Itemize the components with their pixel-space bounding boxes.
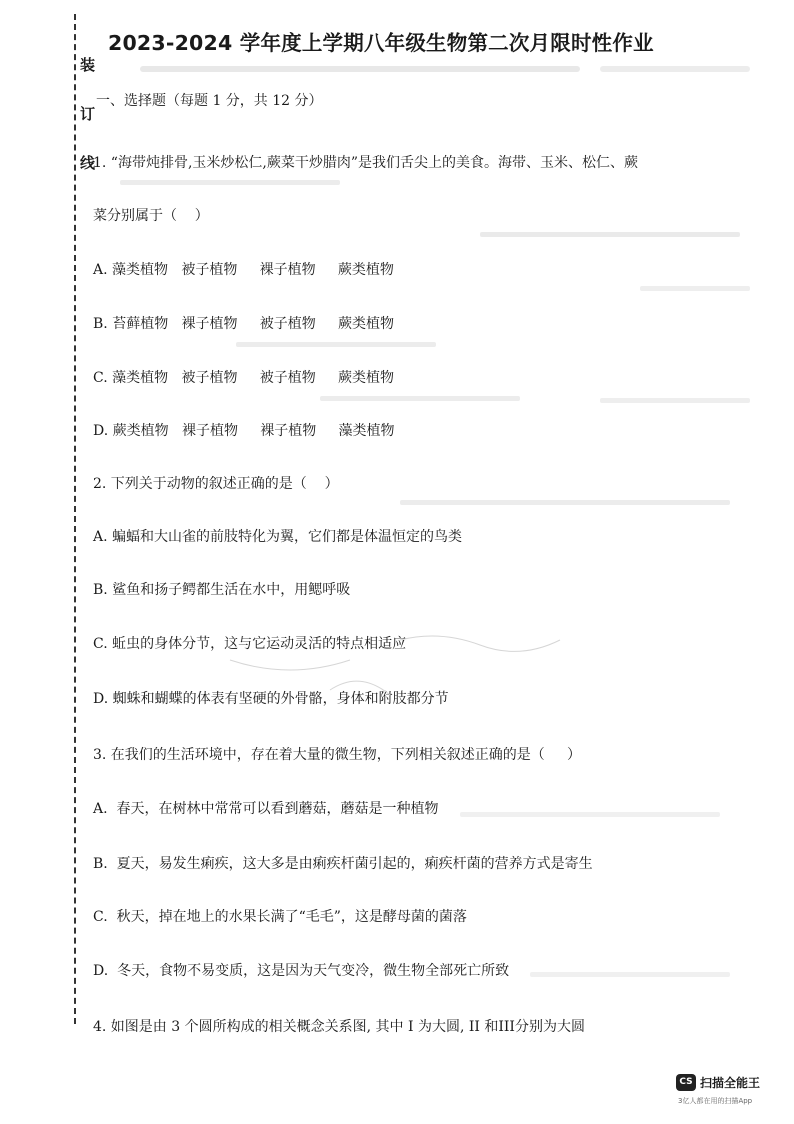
section-heading: 一、选择题（每题 1 分，共 12 分） xyxy=(96,93,323,109)
question-1-stem-line2: 菜分别属于（ ） xyxy=(93,208,209,224)
question-3-stem: 3. 在我们的生活环境中，存在着大量的微生物，下列相关叙述正确的是（ ） xyxy=(93,747,582,763)
scanner-app-badge xyxy=(676,1072,786,1112)
camscanner-logo-icon: CS xyxy=(676,1074,696,1091)
binding-char-xian: 线 xyxy=(80,154,96,172)
question-1-option-d: D. 蕨类植物 裸子植物 裸子植物 藻类植物 xyxy=(93,423,395,439)
question-1-option-c: C. 藻类植物 被子植物 被子植物 蕨类植物 xyxy=(93,370,394,386)
question-3-option-d: D. 冬天，食物不易变质，这是因为天气变冷，微生物全部死亡所致 xyxy=(93,963,510,979)
question-1-stem-line1: 1. “海带炖排骨,玉米炒松仁,蕨菜干炒腊肉”是我们舌尖上的美食。海带、玉米、松仁、蕨 xyxy=(93,155,639,171)
binding-char-ding: 订 xyxy=(80,105,96,123)
question-2-stem: 2. 下列关于动物的叙述正确的是（ ） xyxy=(93,476,339,492)
page-title: 2023-2024 学年度上学期八年级生物第二次月限时性作业 xyxy=(108,31,654,55)
scanner-app-name: 扫描全能王 xyxy=(700,1076,761,1090)
question-2-option-a: A. 蝙蝠和大山雀的前肢特化为翼，它们都是体温恒定的鸟类 xyxy=(93,529,463,545)
scanner-app-tagline: 3亿人都在用的扫描App xyxy=(678,1097,753,1105)
binding-char-zhuang: 装 xyxy=(80,56,96,74)
question-3-option-c: C. 秋天，掉在地上的水果长满了“毛毛”，这是酵母菌的菌落 xyxy=(93,909,467,925)
question-2-option-d: D. 蜘蛛和蝴蝶的体表有坚硬的外骨骼，身体和附肢都分节 xyxy=(93,691,449,707)
question-4-stem: 4. 如图是由 3 个圆所构成的相关概念关系图, 其中 I 为大圆, II 和III分别为大圆 xyxy=(93,1019,585,1035)
question-3-option-b: B. 夏天，易发生痢疾，这大多是由痢疾杆菌引起的，痢疾杆菌的营养方式是寄生 xyxy=(93,856,593,872)
question-3-option-a: A. 春天，在树林中常常可以看到蘑菇，蘑菇是一种植物 xyxy=(93,801,439,817)
question-2-option-c: C. 蚯虫的身体分节，这与它运动灵活的特点相适应 xyxy=(93,636,407,652)
question-1-option-a: A. 藻类植物 被子植物 裸子植物 蕨类植物 xyxy=(93,262,394,278)
question-1-option-b: B. 苔藓植物 裸子植物 被子植物 蕨类植物 xyxy=(93,316,395,332)
question-2-option-b: B. 鲨鱼和扬子鳄都生活在水中，用鳃呼吸 xyxy=(93,582,351,598)
